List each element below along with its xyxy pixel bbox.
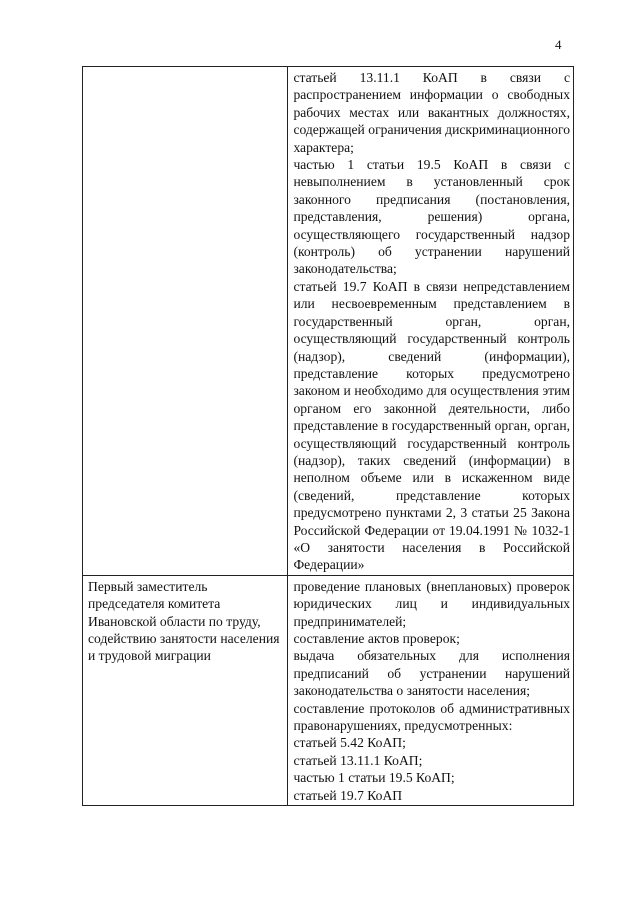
powers-cell — [288, 575, 574, 805]
power-item: частью 1 статьи 19.5 КоАП в связи с невыполнением в установленный срок законного предписания (постановления, представления, решения) органа, осуществляющего государственный надзор (контроль) об устранении нарушений законодательства; — [293, 157, 570, 277]
power-item: статьей 5.42 КоАП; — [293, 735, 406, 751]
power-item: статьей 19.7 КоАП — [293, 787, 403, 803]
page-number: 4 — [555, 37, 562, 52]
power-item: статьей 13.11.1 КоАП; — [293, 752, 423, 768]
official-position-cell — [83, 575, 288, 805]
table-row — [83, 575, 574, 805]
table-row — [83, 67, 574, 576]
official-position: Первый заместитель председателя комитета Ивановской области по труду, содействию занятости населения и трудовой миграции — [88, 578, 280, 664]
power-item: выдача обязательных для исполнения предписаний об устранении нарушений законодательства о занятости населения; — [293, 648, 570, 699]
powers-cell — [288, 67, 574, 576]
power-item: составление актов проверок; — [293, 631, 460, 646]
power-item: статьей 13.11.1 КоАП в связи с распространением информации о свободных рабочих местах или вакантных должностях, содержащей ограничения дискриминационного характера; — [293, 70, 570, 155]
power-item: частью 1 статьи 19.5 КоАП; — [293, 770, 455, 786]
power-item: составление протоколов об административных правонарушениях, предусмотренных: — [293, 700, 570, 734]
official-position-cell — [83, 67, 288, 576]
power-item: статьей 19.7 КоАП в связи непредставлением или несвоевременным представлением в государственный орган, орган, осуществляющий государственный контроль (надзор), сведений (информации), представление которых предусмотрено законом и необходимо для осуществления этим органом его законной деятельности, либо представление в государственный орган, орган, осуществляющий государственный контроль (надзор), таких сведений (информации) в неполном объеме или в искаженном виде (сведений, представление которых предусмотрено пунктами 2, 3 статьи 25 Закона Российской Федерации от 19.04.1991 № 1032-1 «О занятости населения в Российской Федерации» — [293, 278, 570, 573]
power-item: проведение плановых (внеплановых) проверок юридических лиц и индивидуальных предпринимателей; — [293, 578, 570, 629]
duties-table — [82, 66, 574, 806]
